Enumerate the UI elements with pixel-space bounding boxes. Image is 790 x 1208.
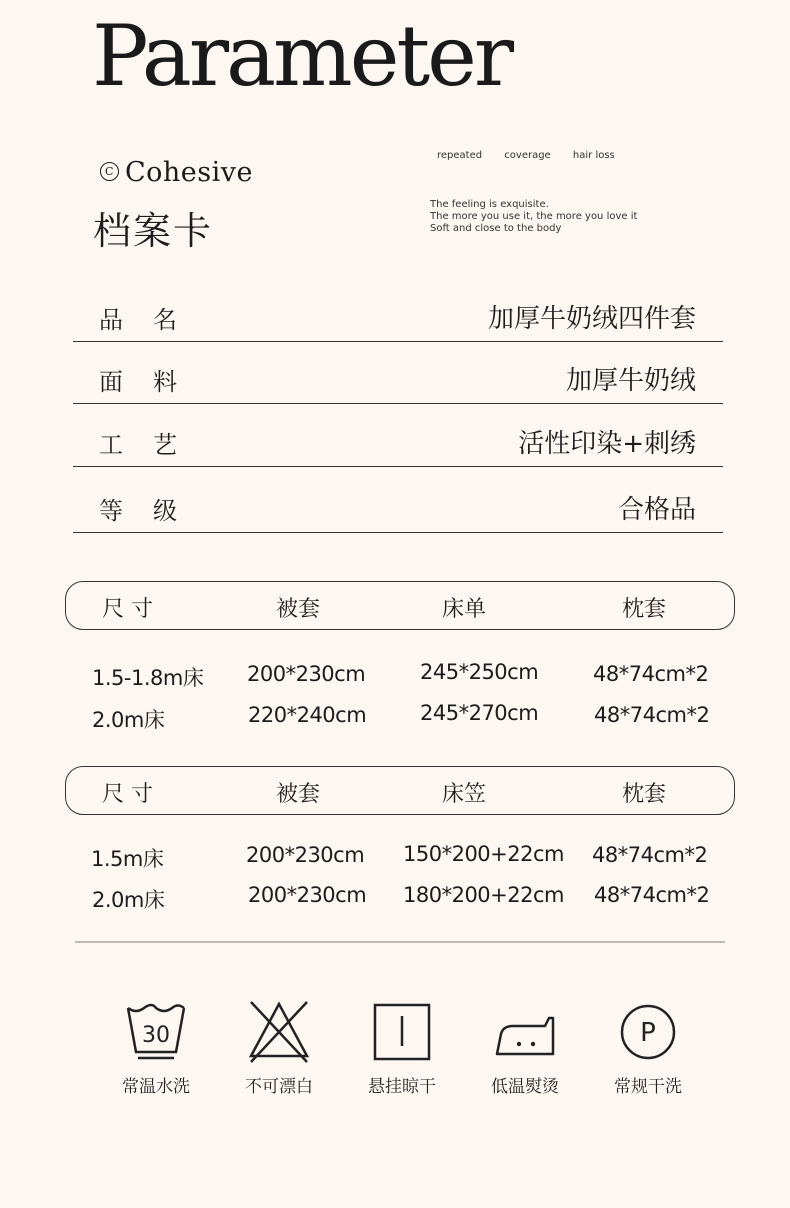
care-label: 常规干洗 — [614, 1077, 682, 1097]
table-cell: 1.5m床 — [91, 847, 164, 871]
care-item-bleach — [219, 1000, 339, 1097]
header-cell: 被套 — [276, 782, 321, 807]
tagline-line: The feeling is exquisite. — [430, 199, 549, 210]
info-value: 合格品 — [617, 495, 696, 525]
table-cell: 48*74cm*2 — [593, 662, 709, 686]
care-label: 低温熨烫 — [491, 1077, 559, 1097]
page-title: Parameter — [92, 7, 512, 105]
low-iron-icon — [493, 1000, 557, 1064]
tagline-line: The more you use it, the more you love it — [430, 211, 638, 222]
care-item-iron — [465, 1000, 585, 1097]
tagline-line: Soft and close to the body — [430, 223, 562, 234]
size-table-header — [65, 766, 735, 815]
header-cell: 枕套 — [622, 782, 667, 807]
table-cell: 180*200+22cm — [403, 883, 564, 907]
wash-30-icon — [124, 1000, 188, 1064]
care-item-wash — [96, 1000, 216, 1097]
table-cell: 150*200+22cm — [403, 842, 564, 866]
dry-clean-letter: P — [640, 1018, 656, 1048]
info-row-grade — [73, 468, 723, 533]
info-value: 活性印染+刺绣 — [518, 429, 696, 459]
wash-temp: 30 — [142, 1023, 170, 1048]
table-cell: 2.0m床 — [92, 708, 165, 732]
info-key: 等级 — [99, 497, 207, 525]
info-value: 加厚牛奶绒四件套 — [487, 304, 696, 334]
table-cell: 48*74cm*2 — [594, 883, 710, 907]
header-cell: 尺 寸 — [102, 782, 153, 807]
tagline — [430, 199, 637, 235]
no-bleach-icon — [247, 1000, 311, 1064]
table-cell: 245*270cm — [420, 701, 539, 725]
info-key: 工艺 — [99, 431, 207, 459]
divider — [75, 941, 725, 943]
info-value: 加厚牛奶绒 — [565, 366, 696, 396]
table-cell: 1.5-1.8m床 — [92, 666, 204, 690]
brand-name: Cohesive — [125, 157, 254, 188]
table-cell: 2.0m床 — [92, 888, 165, 912]
card-title: 档案卡 — [93, 209, 214, 253]
copyright-icon: C — [100, 162, 119, 181]
care-label: 不可漂白 — [245, 1077, 313, 1097]
care-label: 常温水洗 — [122, 1077, 190, 1097]
info-row-fabric — [73, 339, 723, 404]
info-key: 面料 — [99, 368, 207, 396]
header-cell: 尺 寸 — [102, 597, 153, 622]
info-key: 品名 — [99, 306, 207, 334]
tag: coverage — [504, 150, 551, 161]
header-cell: 床单 — [442, 597, 487, 622]
info-row-craft — [73, 402, 723, 467]
table-cell: 200*230cm — [248, 883, 367, 907]
care-item-dryclean — [588, 1000, 708, 1097]
header-cell: 枕套 — [622, 597, 667, 622]
care-item-dry — [342, 1000, 462, 1097]
table-cell: 200*230cm — [246, 843, 365, 867]
table-cell: 245*250cm — [420, 660, 539, 684]
brand-logo — [100, 157, 253, 188]
info-row-name — [73, 277, 723, 342]
hang-dry-icon — [370, 1000, 434, 1064]
dry-clean-p-icon — [616, 1000, 680, 1064]
size-table-header — [65, 581, 735, 630]
tag-list — [437, 150, 634, 161]
table-cell: 200*230cm — [247, 662, 366, 686]
header-cell: 被套 — [276, 597, 321, 622]
care-label: 悬挂晾干 — [368, 1077, 436, 1097]
table-cell: 48*74cm*2 — [594, 703, 710, 727]
header-cell: 床笠 — [442, 782, 487, 807]
tag: repeated — [437, 150, 483, 161]
table-cell: 48*74cm*2 — [592, 843, 708, 867]
tag: hair loss — [572, 150, 615, 161]
table-cell: 220*240cm — [248, 703, 367, 727]
